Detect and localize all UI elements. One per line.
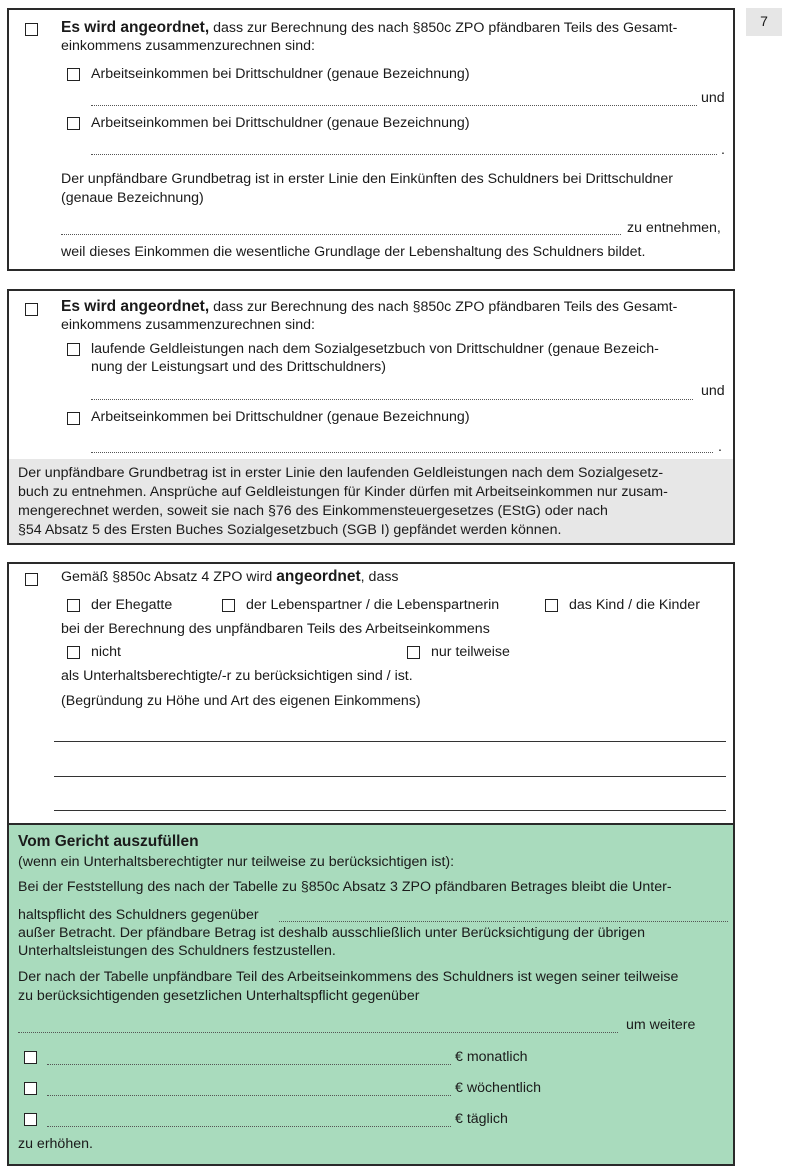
section1-text3: weil dieses Einkommen die wesentliche Grundlage der Lebenshaltung des Schuldners bildet. (61, 244, 646, 260)
checkbox-section2[interactable] (25, 303, 38, 316)
section2-option1-input[interactable] (91, 399, 693, 400)
label-lebenspartner: der Lebenspartner / die Lebenspartnerin (246, 597, 500, 613)
section1-text2: (genaue Bezeichnung) (61, 190, 204, 206)
begruendung-input-line3[interactable] (54, 810, 726, 811)
begruendung-input-line1[interactable] (54, 741, 726, 742)
section4-zu-erhoehen: zu erhöhen. (18, 1136, 93, 1152)
section3-line1-bold: angeordnet (276, 568, 361, 585)
section2-heading (61, 298, 677, 316)
section1-option1-input[interactable] (91, 105, 697, 106)
section1-heading-line2: einkommens zusammenzurechnen sind: (61, 38, 315, 54)
checkbox-section2-option2[interactable] (67, 412, 80, 425)
section1-zu-entnehmen: zu entnehmen, (627, 220, 721, 236)
section4-p1-line2: haltspflicht des Schuldners gegenüber (18, 907, 259, 923)
section2-option1-line2: nung der Leistungsart und des Drittschuldners) (91, 359, 386, 375)
label-kind: das Kind / die Kinder (569, 597, 700, 613)
checkbox-nicht[interactable] (67, 646, 80, 659)
section4-subtitle: (wenn ein Unterhaltsberechtigter nur teilweise zu berücksichtigen ist): (18, 854, 455, 870)
section1-option2-label: Arbeitseinkommen bei Drittschuldner (genaue Bezeichnung) (91, 115, 470, 131)
section2-option2-input[interactable] (91, 452, 713, 453)
section2-note-line: mengerechnet werden, soweit sie nach §76 des Einkommensteuergesetzes (EStG) oder nach (18, 503, 608, 519)
section4-p2-line1: Der nach der Tabelle unpfändbare Teil des Arbeitseinkommens des Schuldners ist wegen seiner teilweise (18, 969, 679, 985)
section2-note-line: §54 Absatz 5 des Ersten Buches Sozialgesetzbuch (SGB I) gepfändet werden können. (18, 522, 562, 538)
label-woechentlich: € wöchentlich (455, 1080, 541, 1096)
checkbox-section1-option2[interactable] (67, 117, 80, 130)
page-number: 7 (746, 8, 782, 36)
checkbox-kind[interactable] (545, 599, 558, 612)
section1-text1: Der unpfändbare Grundbetrag ist in erster Linie den Einkünften des Schuldners bei Drittschuldner (61, 171, 673, 187)
section1-period: . (721, 142, 725, 158)
section4-p2-line2: zu berücksichtigenden gesetzlichen Unterhaltspflicht gegenüber (18, 988, 420, 1004)
betrag-taeglich-input[interactable] (47, 1126, 451, 1127)
unterhaltspflicht-gegenueber-input[interactable] (18, 1032, 618, 1033)
checkbox-section1[interactable] (25, 23, 38, 36)
betrag-monatlich-input[interactable] (47, 1064, 451, 1065)
section3-line1-pre: Gemäß §850c Absatz 4 ZPO wird (61, 569, 277, 585)
section2-note-line: buch zu entnehmen. Ansprüche auf Geldleistungen für Kinder dürfen mit Arbeitseinkommen nur zusam- (18, 484, 668, 500)
checkbox-lebenspartner[interactable] (222, 599, 235, 612)
section2-heading-line2: einkommens zusammenzurechnen sind: (61, 317, 315, 333)
section2-heading-bold: Es wird angeordnet, (61, 298, 210, 315)
label-ehegatte: der Ehegatte (91, 597, 173, 613)
section3-text-begruendung: (Begründung zu Höhe und Art des eigenen Einkommens) (61, 693, 421, 709)
section1-heading (61, 19, 677, 37)
section2-option1-line1: laufende Geldleistungen nach dem Sozialgesetzbuch von Drittschuldner (genaue Bezeich- (91, 341, 659, 357)
checkbox-woechentlich[interactable] (24, 1082, 37, 1095)
section1-option2-input[interactable] (91, 154, 717, 155)
section4-p1-line4: Unterhaltsleistungen des Schuldners festzustellen. (18, 943, 336, 959)
label-taeglich: € täglich (455, 1111, 508, 1127)
checkbox-section2-option1[interactable] (67, 343, 80, 356)
checkbox-nur-teilweise[interactable] (407, 646, 420, 659)
checkbox-section1-option1[interactable] (67, 68, 80, 81)
section1-und: und (701, 90, 725, 106)
section1-drittschuldner-input[interactable] (61, 234, 621, 235)
section1-heading-bold: Es wird angeordnet, (61, 19, 210, 36)
checkbox-ehegatte[interactable] (67, 599, 80, 612)
label-monatlich: € monatlich (455, 1049, 528, 1065)
checkbox-monatlich[interactable] (24, 1051, 37, 1064)
section2-period: . (718, 439, 722, 455)
checkbox-taeglich[interactable] (24, 1113, 37, 1126)
unterhaltspflicht-person-input[interactable] (279, 921, 728, 922)
label-nicht: nicht (91, 644, 121, 660)
label-nur-teilweise: nur teilweise (431, 644, 510, 660)
section4-um-weitere: um weitere (626, 1017, 696, 1033)
section3-line1-post: , dass (360, 569, 399, 585)
section1-heading-rest: dass zur Berechnung des nach §850c ZPO pfändbaren Teils des Gesamt- (209, 20, 678, 36)
section4-p1-line1: Bei der Feststellung des nach der Tabelle zu §850c Absatz 3 ZPO pfändbaren Betrages bleibt die Unter- (18, 879, 672, 895)
section3-text-berechnung: bei der Berechnung des unpfändbaren Teils des Arbeitseinkommens (61, 621, 490, 637)
begruendung-input-line2[interactable] (54, 776, 726, 777)
checkbox-section3[interactable] (25, 573, 38, 586)
section4-p1-line3: außer Betracht. Der pfändbare Betrag ist deshalb ausschließlich unter Berücksichtigung der übrigen (18, 925, 645, 941)
section3-text-berechtigte: als Unterhaltsberechtigte/-r zu berücksichtigen sind / ist. (61, 668, 413, 684)
section2-heading-rest: dass zur Berechnung des nach §850c ZPO pfändbaren Teils des Gesamt- (209, 299, 678, 315)
betrag-woechentlich-input[interactable] (47, 1095, 451, 1096)
section1-option1-label: Arbeitseinkommen bei Drittschuldner (genaue Bezeichnung) (91, 66, 470, 82)
section2-note-line: Der unpfändbare Grundbetrag ist in erster Linie den laufenden Geldleistungen nach dem Sozialgesetz- (18, 465, 664, 481)
section3-line1 (61, 568, 399, 586)
section4-title: Vom Gericht auszufüllen (18, 833, 199, 850)
section2-option2-label: Arbeitseinkommen bei Drittschuldner (genaue Bezeichnung) (91, 409, 470, 425)
section2-und: und (701, 383, 725, 399)
